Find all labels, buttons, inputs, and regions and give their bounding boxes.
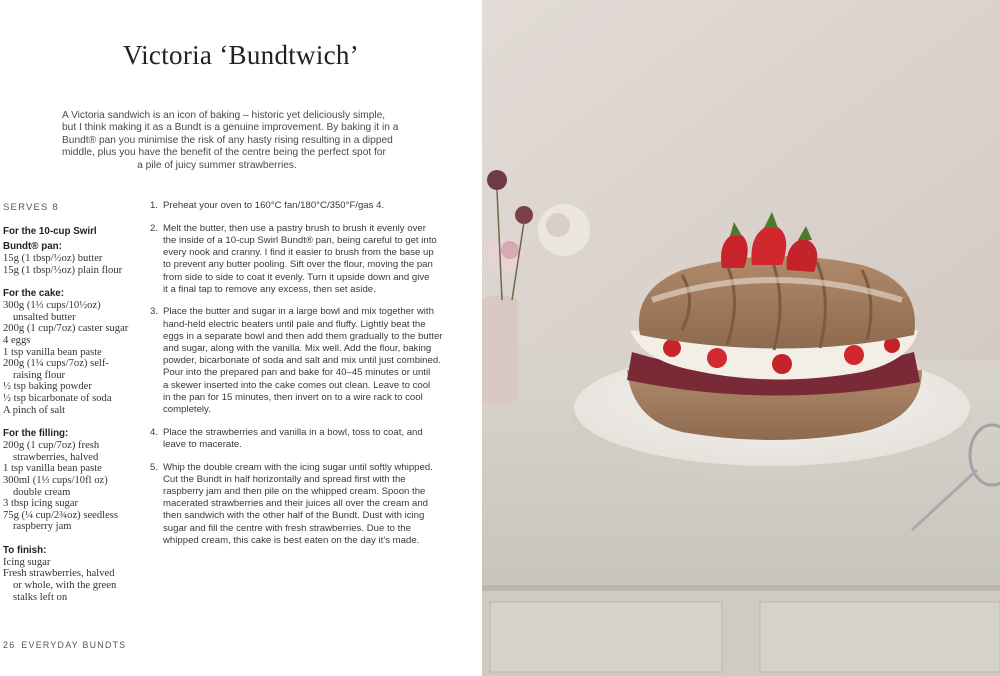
- recipe-page: [0, 0, 482, 676]
- step-line: completely.: [163, 404, 211, 416]
- step-number: 5.: [150, 461, 159, 473]
- intro-line: middle, plus you have the benefit of the centre being the perfect spot for: [62, 147, 386, 159]
- method-step: [150, 223, 440, 296]
- ingredient-line: 3 tbsp icing sugar: [3, 498, 79, 510]
- method-step: [150, 306, 443, 416]
- ingredient-line: unsalted butter: [13, 311, 76, 323]
- intro-line: Bundt® pan you minimise the risk of any hasty rising resulting in a dipped: [62, 134, 393, 146]
- intro-line: a pile of juicy summer strawberries.: [137, 159, 297, 171]
- ingredient-line: 200g (1 cup/7oz) caster sugar: [3, 323, 129, 335]
- step-text: [163, 427, 423, 451]
- step-line: eggs in a separate bowl and then add them gradually to the butter: [163, 330, 443, 342]
- step-line: Melt the butter, then use a pastry brush to brush it evenly over: [163, 222, 426, 234]
- ingredient-line: Fresh strawberries, halved: [3, 568, 115, 580]
- page-number: 26: [3, 640, 16, 650]
- step-text: [163, 200, 384, 212]
- intro-line: but I think making it as a Bundt is a genuine improvement. By baking it in a: [62, 122, 399, 134]
- step-line: hand-held electric beaters until pale and fluffy. Lightly beat the: [163, 318, 426, 330]
- step-text: [163, 462, 433, 547]
- cake-photo: [482, 0, 1000, 676]
- section-name: EVERYDAY BUNDTS: [21, 640, 127, 650]
- serves-label: SERVES 8: [3, 202, 59, 213]
- ingredients-subheading: For the cake:: [3, 288, 64, 300]
- step-line: Preheat your oven to 160°C fan/180°C/350°F/gas 4.: [163, 200, 385, 211]
- ingredient-line: or whole, with the green: [13, 580, 117, 592]
- step-number: 4.: [150, 426, 159, 438]
- step-line: Pour into the prepared pan and bake for 40–45 minutes or until: [163, 367, 431, 379]
- ingredient-line: 200g (1¼ cups/7oz) self-: [3, 358, 109, 370]
- step-line: leave to macerate.: [163, 438, 242, 450]
- ingredient-line: double cream: [13, 486, 71, 498]
- ingredient-line: A pinch of salt: [3, 404, 66, 416]
- step-line: to prevent any butter pooling. Sift over the flour, moving the pan: [163, 259, 433, 271]
- step-line: from side to side to coat it evenly. Turn it upside down and give: [163, 271, 430, 283]
- page-footer: [3, 640, 132, 650]
- method-step: [150, 200, 440, 212]
- ingredients-subheading: Bundt® pan:: [3, 241, 62, 252]
- step-line: macerated strawberries and their juices all over the cream and: [163, 498, 429, 510]
- ingredient-line: 300ml (1⅓ cups/10fl oz): [3, 474, 108, 486]
- step-line: every nook and cranny. I find it easier to brush from the base up: [163, 247, 434, 259]
- ingredient-line: 200g (1 cup/7oz) fresh: [3, 440, 100, 452]
- cake-photo-illustration: [482, 0, 1000, 676]
- ingredient-line: raspberry jam: [13, 521, 72, 533]
- ingredients-subheading: To finish:: [3, 544, 47, 556]
- step-line: whipped cream, this cake is best eaten on the day it’s made.: [163, 534, 420, 546]
- ingredients-gap: [3, 533, 143, 542]
- method-step: [150, 427, 440, 451]
- ingredient-line: 75g (¼ cup/2¾oz) seedless: [3, 509, 119, 521]
- step-line: Place the strawberries and vanilla in a bowl, toss to coat, and: [163, 426, 423, 438]
- ingredient-line: Icing sugar: [3, 556, 51, 568]
- step-line: powder, bicarbonate of soda and salt and mix until just combined.: [163, 355, 441, 367]
- recipe-title: Victoria ‘Bundtwich’: [122, 40, 360, 70]
- step-text: [163, 306, 442, 416]
- ingredient-line: 300g (1⅓ cups/10½oz): [3, 300, 101, 312]
- step-line: Place the butter and sugar in a large bowl and mix together with: [163, 306, 434, 318]
- ingredient-line: 1 tsp vanilla bean paste: [3, 346, 102, 358]
- ingredient-line: 4 eggs: [3, 334, 31, 346]
- ingredient-line: stalks left on: [13, 591, 68, 603]
- method-steps: [150, 200, 443, 558]
- step-line: it a final tap to remove any excess, then set aside.: [163, 283, 376, 295]
- step-line: the inside of a 10-cup Swirl Bundt® pan, being careful to get into: [163, 234, 437, 246]
- step-number: 1.: [150, 200, 159, 211]
- ingredients-subheading: For the 10-cup Swirl: [3, 226, 97, 237]
- step-number: 3.: [150, 306, 159, 318]
- step-line: raspberry jam and then pile on the whipped cream. Spoon the: [163, 486, 426, 498]
- step-line: and sugar, along with the vanilla. Mix well. Add the flour, baking: [163, 343, 432, 355]
- intro-line: A Victoria sandwich is an icon of baking – historic yet deliciously simple,: [62, 110, 386, 121]
- ingredient-line: strawberries, halved: [13, 451, 99, 463]
- ingredient-line: ½ tsp bicarbonate of soda: [3, 392, 112, 404]
- ingredients-subheading: For the filling:: [3, 428, 69, 440]
- ingredient-line: ½ tsp baking powder: [3, 381, 92, 393]
- ingredient-line: 1 tsp vanilla bean paste: [3, 463, 102, 475]
- ingredient-line: raising flour: [13, 369, 66, 381]
- ingredient-line: 15g (1 tbsp/½oz) butter: [3, 253, 103, 264]
- step-text: [163, 223, 437, 296]
- method-step: [150, 462, 440, 547]
- step-line: a skewer inserted into the cake comes out clean. Leave to cool: [163, 379, 431, 391]
- step-line: Whip the double cream with the icing sugar until softly whipped.: [163, 461, 433, 473]
- step-line: in the pan for 15 minutes, then invert on to a wire rack to cool: [163, 391, 423, 403]
- ingredients-gap: [3, 276, 143, 285]
- step-line: sugar and fill the centre with fresh strawberries. Due to the: [163, 522, 411, 534]
- ingredient-line: 15g (1 tbsp/½oz) plain flour: [3, 264, 123, 276]
- step-number: 2.: [150, 222, 159, 234]
- step-line: then sandwich with the other half of the Bundt. Dust with icing: [163, 510, 425, 522]
- ingredients-gap: [3, 416, 143, 425]
- ingredients-list: [3, 223, 143, 603]
- recipe-intro: [62, 110, 399, 172]
- step-line: Cut the Bundt in half horizontally and spread first with the: [163, 473, 406, 485]
